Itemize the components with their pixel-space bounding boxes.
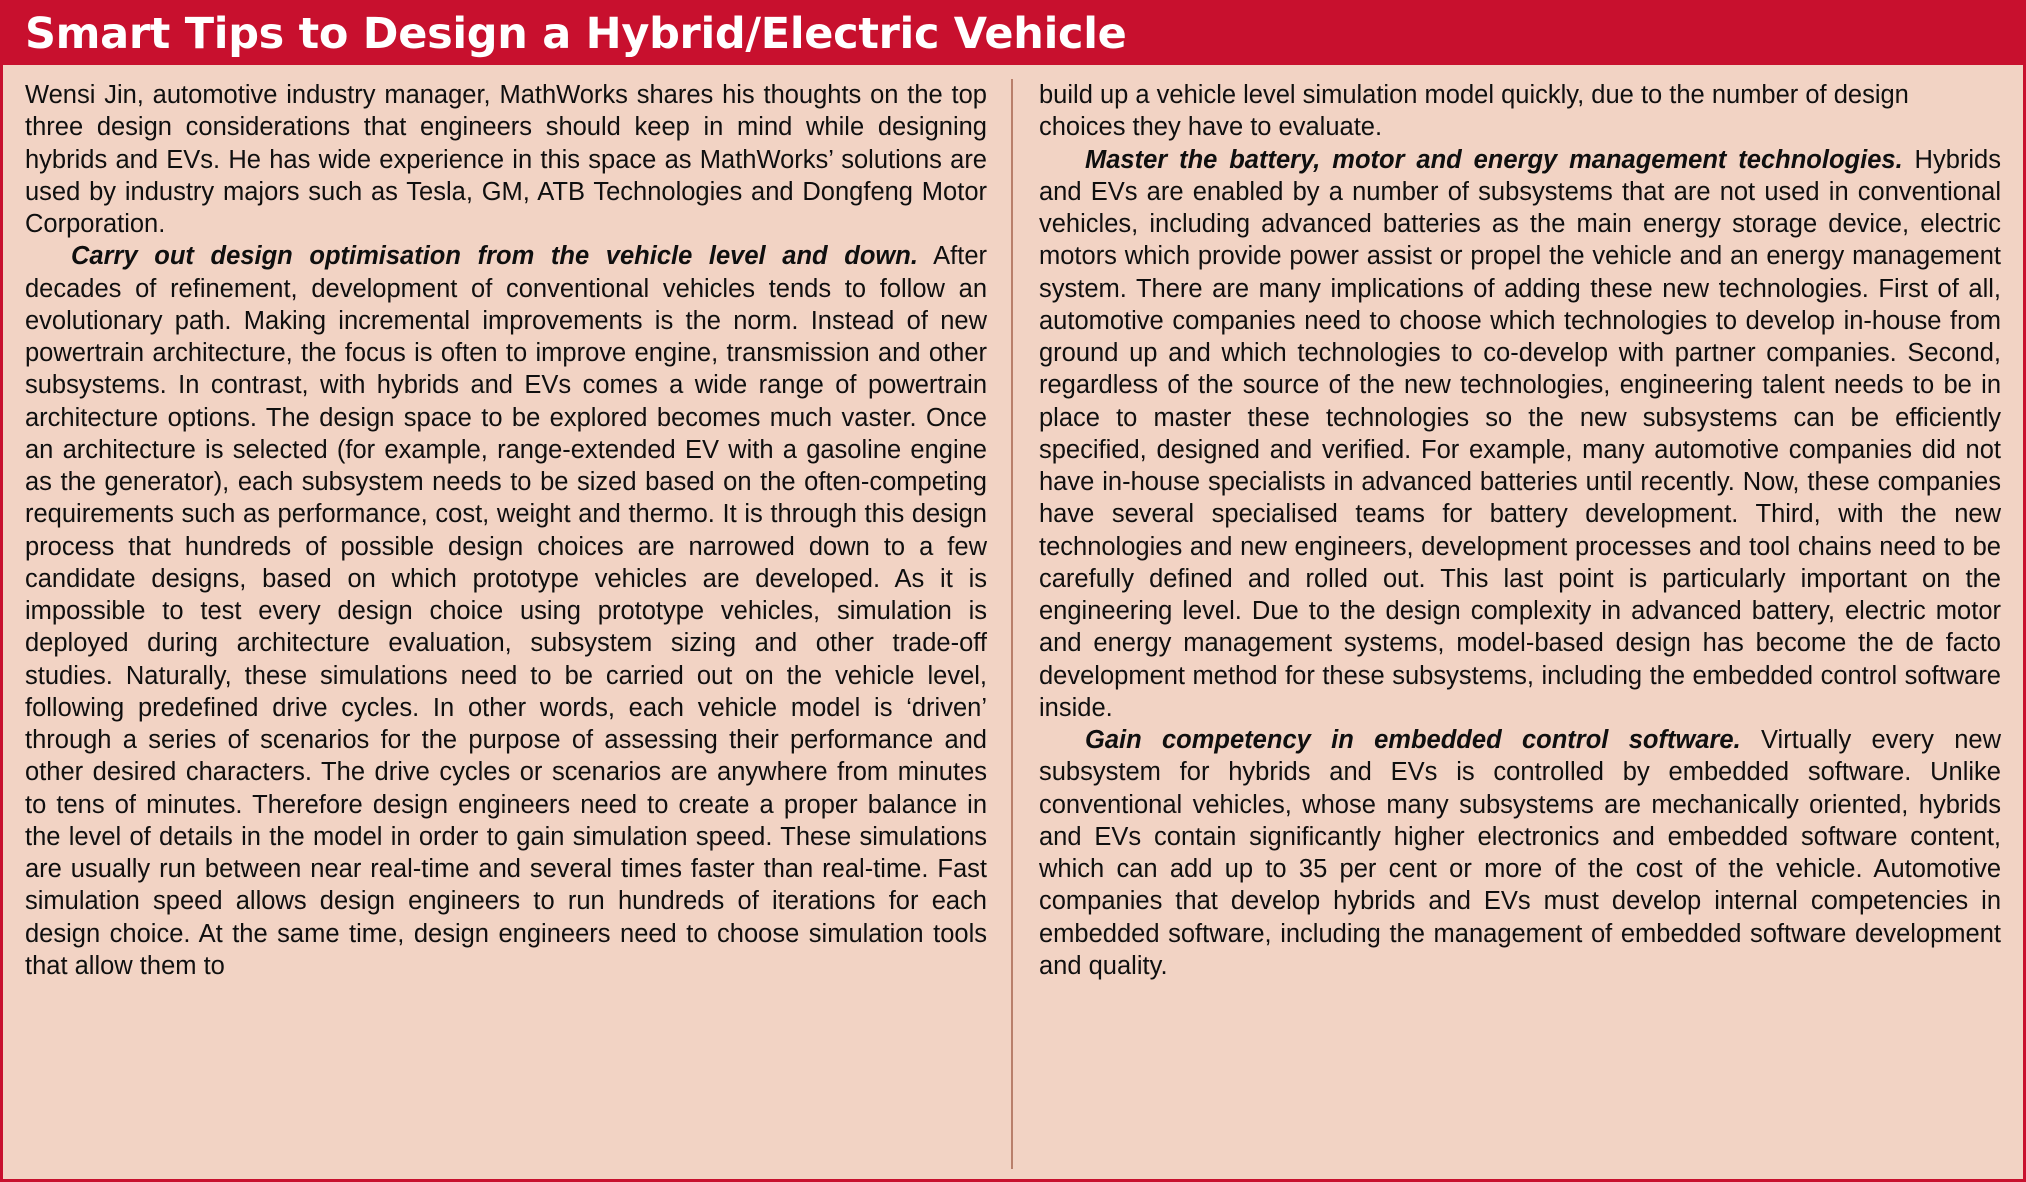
paragraph-continuation <box>1039 79 2001 144</box>
left-column <box>25 79 1013 1169</box>
paragraph-tip-2 <box>1039 144 2001 725</box>
paragraph-text: Hybrids and EVs are enabled by a number of subsystems that are not used in conventional vehicles, including advanced batteries as the main energy storage device, electric motors which provide power assist or propel the vehicle and an energy management system. There are many implications of adding these new technologies. First of all, automotive companies need to choose which technologies to develop in-house from ground up and which technologies to co-develop with partner companies. Second, regardless of the source of the new technologies, engineering talent needs to be in place to master these technologies so the new subsystems can be efficiently specified, designed and verified. For example, many automotive companies did not have in-house specialists in advanced batteries until recently. Now, these companies have several specialised teams for battery development. Third, with the new technologies and new engineers, development processes and tool chains need to be carefully defined and rolled out. This last point is particularly important on the engineering level. Due to the design complexity in advanced battery, electric motor and energy management systems, model-based design has become the de facto development method for these subsystems, including the embedded control software inside. <box>1039 145 2001 722</box>
paragraph-intro <box>25 79 987 240</box>
article-header-bar <box>3 3 2023 65</box>
article-body <box>3 65 2023 1179</box>
paragraph-tip-3 <box>1039 724 2001 982</box>
runhead-tip-2: Master the battery, motor and energy management technologies. <box>1085 145 1903 174</box>
paragraph-text: After decades of refinement, development of conventional vehicles tends to follow an evolutionary path. Making incremental improvements is the norm. Instead of new powertrain architecture, the focus is often to improve engine, transmission and other subsystems. In contrast, with hybrids and EVs comes a wide range of powertrain architecture options. The design space to be explored becomes much vaster. Once an architecture is selected (for example, range-extended EV with a gasoline engine as the generator), each subsystem needs to be sized based on the often-competing requirements such as performance, cost, weight and thermo. It is through this design process that hundreds of possible design choices are narrowed down to a few candidate designs, based on which prototype vehicles are developed. As it is impossible to test every design choice using prototype vehicles, simulation is deployed during architecture evaluation, subsystem sizing and other trade-off studies. Naturally, these simulations need to be carried out on the vehicle level, following predefined drive cycles. In other words, each vehicle model is ‘driven’ through a series of scenarios for the purpose of assessing their performance and other desired characters. The drive cycles or scenarios are anywhere from minutes to tens of minutes. Therefore design engineers need to create a proper balance in the level of details in the model in order to gain simulation speed. These simulations are usually run between near real-time and several times faster than real-time. Fast simulation speed allows design engineers to run hundreds of iterations for each design choice. At the same time, design engineers need to choose simulation tools that allow them to <box>25 242 987 980</box>
runhead-tip-1: Carry out design optimisation from the vehicle level and down. <box>71 242 918 271</box>
right-column <box>1013 79 2001 1169</box>
paragraph-text: Virtually every new subsystem for hybrids and EVs is controlled by embedded software. Unlike conventional vehicles, whose many subsystems are mechanically oriented, hybrids and EVs contain significantly higher electronics and embedded software content, which can add up to 35 per cent or more of the cost of the vehicle. Automotive companies that develop hybrids and EVs must develop internal competencies in embedded software, including the management of embedded software development and quality. <box>1039 726 2001 980</box>
paragraph-tip-1 <box>25 240 987 982</box>
paragraph-text: build up a vehicle level simulation model quickly, due to the number of design choices they have to evaluate. <box>1039 81 1909 142</box>
page-title: Smart Tips to Design a Hybrid/Electric Vehicle <box>25 8 1127 59</box>
paragraph-text: Wensi Jin, automotive industry manager, MathWorks shares his thoughts on the top three design considerations that engineers should keep in mind while designing hybrids and EVs. He has wide experience in this space as MathWorks’ solutions are used by industry majors such as Tesla, GM, ATB Technologies and Dongfeng Motor Corporation. <box>25 81 987 238</box>
runhead-tip-3: Gain competency in embedded control software. <box>1085 726 1741 754</box>
